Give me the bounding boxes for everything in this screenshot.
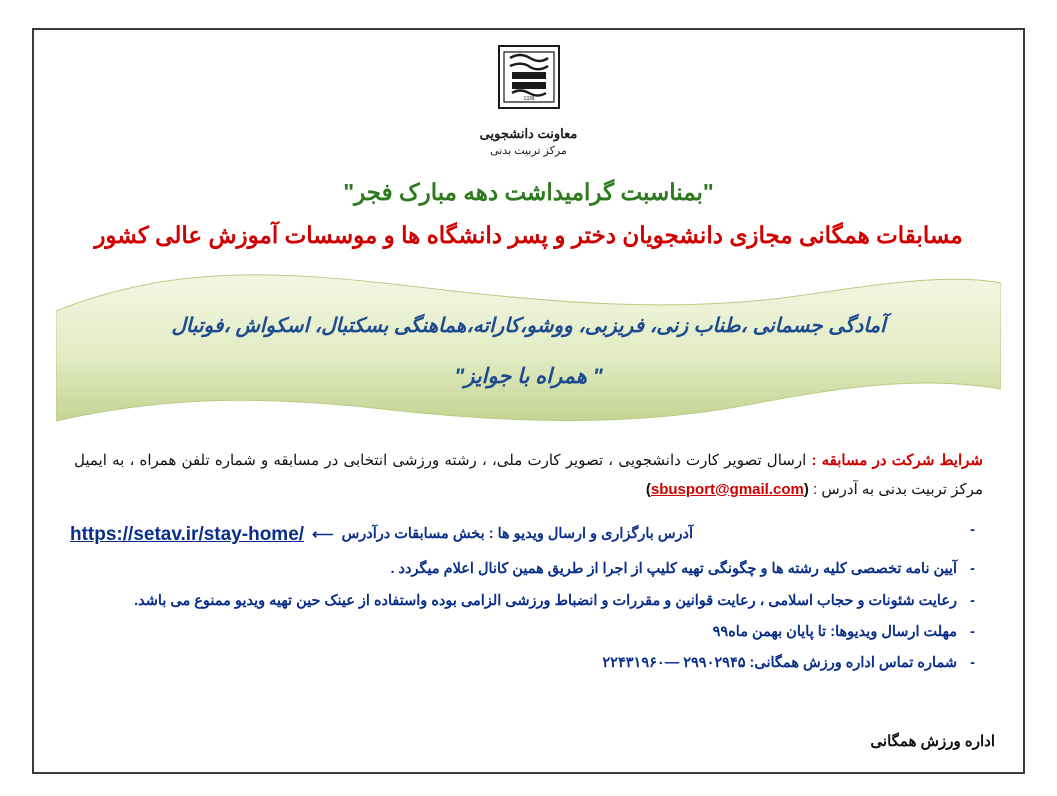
list-item-upload-address bbox=[70, 518, 975, 551]
org-line-1: معاونت دانشجویی bbox=[479, 126, 578, 141]
poster-content bbox=[34, 30, 1023, 772]
paren-close: ) bbox=[645, 480, 651, 498]
org-line-2: مرکز تربیت بدنی bbox=[490, 145, 567, 157]
banner-text-block bbox=[56, 271, 1001, 431]
arrow-icon: ⟵ bbox=[312, 525, 334, 543]
sports-banner bbox=[56, 271, 1001, 431]
participation-conditions bbox=[56, 447, 1001, 504]
shahid-beheshti-university-emblem-icon bbox=[490, 44, 568, 118]
list-item-dress-code: - رعایت شئونات و حجاب اسلامی ، رعایت قوانین و مقررات و انضباط ورزشی الزامی بوده واستفاده از عینک حین تهیه ویدیو ممنوع می باشد. bbox=[70, 589, 975, 614]
prizes-note: " همراه با جوایز" bbox=[454, 365, 603, 388]
list-item-deadline: - مهلت ارسال ویدیوها: تا پایان بهمن ماه۹۹ bbox=[70, 620, 975, 645]
header-logo-block bbox=[56, 44, 1001, 157]
submission-url-link[interactable]: - https://setav.ir/stay-home/ bbox=[70, 524, 305, 545]
conditions-body: ارسال تصویر کارت دانشجویی ، تصویر کارت ملی، ، رشته ورزشی انتخابی در مسابقه و شماره تلفن همراه ، به ایمیل مرکز تربیت بدنی به آدرس : bbox=[74, 452, 983, 498]
occasion-title: "بمناسبت گرامیداشت دهه مبارک فجر" bbox=[343, 179, 714, 205]
poster-border bbox=[32, 28, 1025, 774]
list-item-phone: - شماره تماس اداره ورزش همگانی: ۲۹۹۰۲۹۴۵ —۲۲۴۳۱۹۶۰ bbox=[70, 651, 975, 676]
list-item-regulations: - آیین نامه تخصصی کلیه رشته ها و چگونگی تهیه کلیپ از اجرا از طریق همین کانال اعلام میگردد . bbox=[70, 557, 975, 582]
notes-list bbox=[56, 518, 1001, 677]
sports-list: آمادگی جسمانی ،طناب زنی، فریزبی، ووشو،کاراته،هماهنگی بسکتبال، اسکواش ،فوتبال bbox=[171, 315, 886, 337]
contact-email-link[interactable]: sbusport@gmail.com bbox=[650, 480, 804, 498]
upload-address-label: آدرس بارگزاری و ارسال ویدیو ها : بخش مسابقات درآدرس bbox=[341, 525, 694, 542]
main-title: مسابقات همگانی مجازی دانشجویان دختر و پسر دانشگاه ها و موسسات آموزش عالی کشور bbox=[94, 222, 963, 248]
conditions-lead: شرایط شرکت در مسابقه : bbox=[811, 452, 983, 469]
svg-text:1338: 1338 bbox=[522, 96, 535, 102]
paren-open: ( bbox=[803, 480, 809, 498]
footer-department: اداره ورزش همگانی bbox=[870, 733, 995, 750]
